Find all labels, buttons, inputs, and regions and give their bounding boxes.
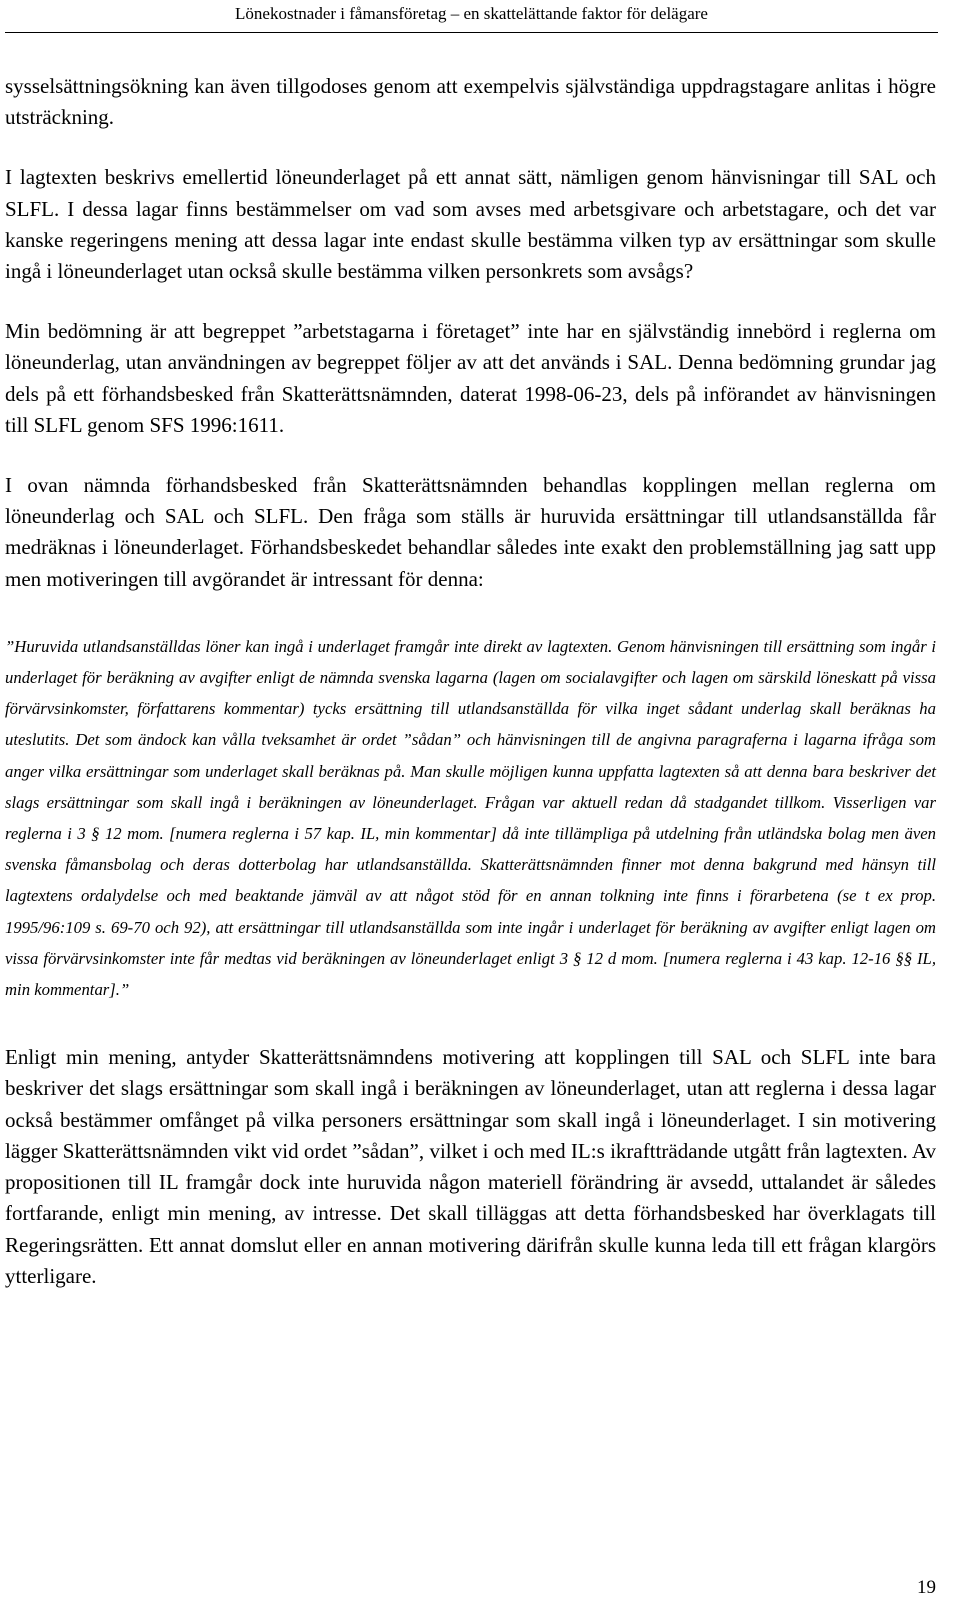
paragraph-assessment: Min bedömning är att begreppet ”arbetstagarna i företaget” inte har en självständig innebörd i reglerna om löneunderlag, utan användningen av begreppet följer av att det används i SAL. Denna bedömning grundar jag dels på ett förhandsbesked från Skatterättsnämnden, daterat 1998-06-23, dels på införandet av hänvisningen till SLFL genom SFS 1996:1611. [5, 319, 936, 437]
page-number: 19 [917, 1577, 936, 1598]
block-quote-ruling: ”Huruvida utlandsanställdas löner kan ingå i underlaget framgår inte direkt av lagtexten. Genom hänvisningen till ersättning som ingår i underlaget för beräkning av avgifter enligt de nämnda svenska lagarna (lagen om socialavgifter och lagen om särskild löneskatt på vissa förvärvsinkomster, författarens kommentar) tycks ersättning till utlandsanställda för vilka inget sådant underlag skall beräknas ha uteslutits. Det som ändock kan vålla tveksamhet är ordet ”sådan” och hänvisningen till de angivna paragraferna i lagarna ifråga som anger vilka ersättningar som underlaget skall beräknas på. Man skulle möjligen kunna uppfatta lagtexten så att denna bara beskriver det slags ersättningar som skall ingå i beräkningen av löneunderlaget. Frågan var aktuell redan då stadgandet tillkom. Visserligen var reglerna i 3 § 12 mom. [numera reglerna i 57 kap. IL, min kommentar] då inte tillämpliga på utdelning från utländska bolag men även svenska fåmansbolag och deras dotterbolag har utlandsanställda. Skatterättsnämnden finner mot denna bakgrund med hänsyn till lagtextens ordalydelse och med beaktande jämväl av att något stöd för en annan tolkning inte finns i förarbetena (se t ex prop. 1995/96:109 s. 69-70 och 92), att ersättningar till utlandsanställda som inte ingår i underlaget för beräkning av avgifter enligt lagen om vissa förvärvsinkomster inte får medtas vid beräkningen av löneunderlaget enligt 3 § 12 d mom. [numera reglerna i 43 kap. 12-16 §§ IL, min kommentar].” [5, 636, 936, 1000]
paragraph-legal-text: I lagtexten beskrivs emellertid löneunderlaget på ett annat sätt, nämligen genom hänvisningar till SAL och SLFL. I dessa lagar finns bestämmelser om vad som avses med arbetsgivare och arbetstagare, och det var kanske regeringens mening att dessa lagar inte endast skulle bestämma vilken typ av ersättningar som skulle ingå i löneunderlaget utan också skulle bestämma vilken personkrets som avsågs? [5, 165, 936, 284]
running-header: Lönekostnader i fåmansföretag – en skattelättande faktor för delägare [5, 0, 938, 33]
paragraph-employment-increase: sysselsättningsökning kan även tillgodoses genom att exempelvis självständiga uppdragstagare anlitas i högre utsträckning. [5, 74, 936, 130]
paragraph-conclusion: Enligt min mening, antyder Skatterättsnämndens motivering att kopplingen till SAL och SLFL inte bara beskriver det slags ersättningar som skall ingå i beräkningen av löneunderlaget, utan att reglerna i dessa lagar också bestämmer omfånget på vilka personers ersättningar som skall ingå i löneunderlaget. I sin motivering lägger Skatterättsnämnden vikt vid ordet ”sådan”, vilket i och med IL:s ikraftträdande utgått från lagtexten. Av propositionen till IL framgår dock inte huruvida någon materiell förändring är avsedd, uttalandet är således fortfarande, enligt min mening, av intresse. Det skall tilläggas att detta förhandsbesked har överklagats till Regeringsrätten. Ett annat domslut eller en annan motivering därifrån skulle kunna leda till ett frågan klargörs ytterligare. [5, 1045, 936, 1288]
page-body [5, 71, 936, 1292]
paragraph-advance-ruling: I ovan nämnda förhandsbesked från Skatterättsnämnden behandlas kopplingen mellan reglerna om löneunderlag och SAL och SLFL. Den fråga som ställs är huruvida ersättningar till utlandsanställda får medräknas i löneunderlaget. Förhandsbeskedet behandlar således inte exakt den problemställning jag satt upp men motiveringen till avgörandet är intressant för denna: [5, 473, 936, 591]
